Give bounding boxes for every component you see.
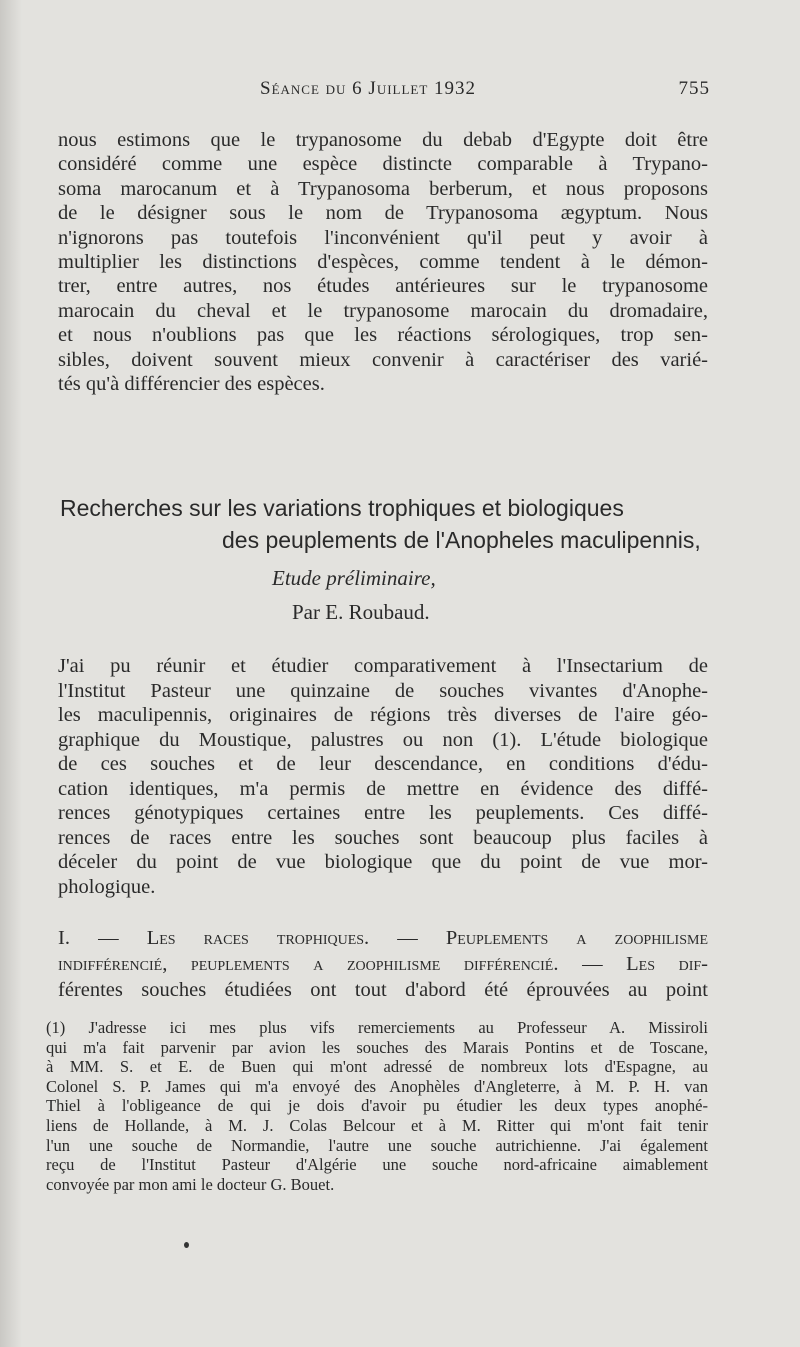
footnote-line: (1) J'adresse ici mes plus vifs remerciements au Professeur A. Missiroli [46, 1018, 708, 1037]
text-line: férentes souches étudiées ont tout d'abord été éprouvées au point [58, 979, 708, 1001]
article-author: Par E. Roubaud. [292, 600, 430, 624]
text-line: et nous n'oublions pas que les réactions sérologiques, trop sen- [58, 324, 708, 347]
text-line: J'ai pu réunir et étudier comparativement à l'Insectarium de [58, 655, 708, 677]
page-header [60, 78, 710, 108]
footnote-line: Colonel S. P. James qui m'a envoyé des Anophèles d'Angleterre, à M. P. H. van [46, 1076, 708, 1096]
text-line: de le désigner sous le nom de Trypanosoma ægyptum. Nous [58, 202, 708, 225]
text-line: n'ignorons pas toutefois l'inconvénient qu'il peut y avoir à [58, 226, 708, 249]
paragraph-trypanosome [58, 128, 708, 396]
text-line: phologique. [58, 875, 156, 898]
article-title-line2: des peuplements de l'Anopheles maculipennis, [222, 527, 701, 553]
text-line: nous estimons que le trypanosome du debab d'Egypte doit être [58, 129, 708, 151]
footnote [46, 1018, 708, 1194]
paragraph-intro [58, 654, 708, 899]
text-line: de ces souches et de leur descendance, en conditions d'édu- [58, 753, 708, 775]
section-heading-line: I. — Les races trophiques. — Peuplements a zoophilisme [58, 927, 708, 949]
text-line: tés qu'à différencier des espèces. [58, 372, 325, 395]
page-gutter-shadow [0, 0, 22, 1347]
running-title: Séance du 6 Juillet 1932 [260, 78, 477, 99]
page-number: 755 [678, 78, 710, 99]
text-line: considéré comme une espèce distincte comparable à Trypano- [58, 153, 708, 176]
footnote-line: qui m'a fait parvenir par avion les souches des Marais Pontins et de Toscane, [46, 1037, 708, 1057]
footnote-line: convoyée par mon ami le docteur G. Bouet. [46, 1174, 335, 1194]
text-line: cation identiques, m'a permis de mettre en évidence des diffé- [58, 777, 708, 800]
text-line: marocain du cheval et le trypanosome marocain du dromadaire, [58, 299, 708, 322]
footnote-line: Thiel à l'obligeance de qui je dois d'avoir pu étudier les deux types anophé- [46, 1096, 708, 1116]
text-line: les maculipennis, originaires de régions très diverses de l'aire géo- [58, 704, 708, 726]
text-line: trer, entre autres, nos études antérieures sur le trypanosome [58, 275, 708, 298]
footnote-line: l'un une souche de Normandie, l'autre une souche autrichienne. J'ai également [46, 1135, 708, 1155]
ink-speck [184, 1242, 189, 1248]
text-line: graphique du Moustique, palustres ou non (1). L'étude biologique [58, 728, 708, 751]
text-line: l'Institut Pasteur une quinzaine de souches vivantes d'Anophe- [58, 679, 708, 702]
article-title-line1: Recherches sur les variations trophiques et biologiques [60, 495, 624, 521]
text-line: rences génotypiques certaines entre les peuplements. Ces diffé- [58, 802, 708, 824]
article-subtitle: Etude préliminaire, [272, 566, 436, 590]
footnote-line: reçu de l'Institut Pasteur d'Algérie une souche nord-africaine aimablement [46, 1155, 708, 1175]
paragraph-section-one [58, 925, 708, 1003]
footnote-line: à MM. S. et E. de Buen qui m'ont adressé de nombreux lots d'Espagne, au [46, 1057, 708, 1077]
text-line: rences de races entre les souches sont beaucoup plus faciles à [58, 826, 708, 849]
footnote-line: liens de Hollande, à M. J. Colas Belcour et à M. Ritter qui m'ont fait tenir [46, 1115, 708, 1135]
text-line: soma marocanum et à Trypanosoma berberum, et nous proposons [58, 177, 708, 200]
text-line: multiplier les distinctions d'espèces, comme tendent à le démon- [58, 250, 708, 273]
text-line: déceler du point de vue biologique que du point de vue mor- [58, 851, 708, 873]
section-heading-line: indifférencié, peuplements a zoophilisme différencié. — Les dif- [58, 953, 708, 975]
text-line: sibles, doivent souvent mieux convenir à caractériser des varié- [58, 348, 708, 371]
